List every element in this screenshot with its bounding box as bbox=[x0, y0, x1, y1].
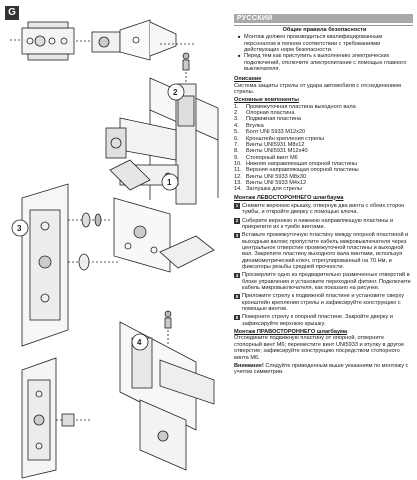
list-item: 5. Болт UNI 5933 M12x20 bbox=[234, 129, 306, 136]
step-item: 5 Приложите стрелу к подвижной пластине и установите сверху кронштейн крепления стрелы и зафиксируйте конструкцию с помощью винтов. bbox=[235, 293, 405, 313]
list-item: 14. Заглушка для стрелы bbox=[234, 186, 302, 193]
figure-number-1: 1 bbox=[167, 178, 172, 187]
figure-4-lower bbox=[120, 311, 214, 470]
instructions-column bbox=[234, 14, 413, 376]
attention-text: Следуйте приведенным выше указаниям по монтажу с учетом симметрии. bbox=[234, 362, 409, 376]
list-item: 8. Винты UNI5931 M12x40 bbox=[234, 148, 308, 155]
list-item: 11. Верхняя направляющая опорной пластины bbox=[234, 167, 359, 174]
figure-number-2: 2 bbox=[173, 88, 178, 97]
step-item: 1 Снимите верхнюю крышку, отвернув два винта с обеих сторон тумбы, и откройте дверку с помощью ключа. bbox=[235, 202, 405, 216]
description-heading: Описание bbox=[234, 76, 262, 83]
attention-label: Внимание! bbox=[234, 362, 264, 369]
safety-item: ■ Монтаж должен производиться квалифицированным персоналом в полном соответствии с требованиями действующих норм безопасности. bbox=[238, 34, 411, 53]
right-mount-heading: Монтаж ПРАВОСТОРОННЕГО шлагбаума bbox=[234, 329, 348, 336]
safety-title: Общие правила безопасности bbox=[282, 27, 367, 33]
list-item: 10. Нижняя направляющая опорной пластины bbox=[234, 160, 357, 167]
list-item: 13. Винты UNI 5933 M4x12 bbox=[234, 179, 307, 186]
list-item: 9. Стопорный винт M6 bbox=[234, 154, 298, 161]
components-heading: Основные компоненты bbox=[234, 97, 299, 104]
description-text: Система защиты стрелы от удара автомобиля с отсоединением стрелы. bbox=[234, 82, 401, 96]
figure-3-plate bbox=[12, 184, 214, 346]
list-item: 6. Кронштейн крепления стрелы bbox=[234, 135, 324, 142]
step-item: 2 Соберите верхнюю и нижнюю направляющую пластины и прикрепите их к тумбе винтами. bbox=[235, 217, 394, 230]
step-item: 6 Поверните стрелу к опорной пластине. Закройте дверку и зафиксируйте верхнюю крышку. bbox=[235, 314, 393, 327]
list-item: 2. Опорная пластина bbox=[234, 110, 295, 117]
list-item: 12. Винты UNI 5933 M8x30 bbox=[234, 173, 307, 180]
step-item: 3 Вставьте промежуточную пластину между опорной пластиной и выходным валом; пропустите кабель микровыключателя через центральное отверстие промежуточной пластины и выходной вал. Закрепите пластину выходного вала винтами, используя динамометрический ключ, отрегулированный на 70 Нм, и фиксаторы резьбы средней прочности. bbox=[235, 232, 409, 271]
language-header: РУССКИЙ bbox=[234, 14, 413, 23]
figure-2-column bbox=[106, 53, 218, 204]
list-item: 7. Винты UNI5931 M8x12 bbox=[234, 141, 305, 148]
figure-number-4: 4 bbox=[137, 338, 142, 347]
list-item: 3. Подвижная пластина bbox=[234, 116, 301, 123]
attention-note bbox=[234, 363, 413, 376]
figure-exploded-top bbox=[10, 20, 196, 60]
figure-plate-bottom bbox=[22, 358, 92, 478]
safety-item: ■ Перед тем как приступить к выполнению электрических подключений, отключите электропитание с помощью главного выключателя. bbox=[238, 53, 411, 72]
figure-number-3: 3 bbox=[17, 224, 22, 233]
list-item: 1. Промежуточная пластина выходного вала bbox=[234, 103, 356, 110]
components-list bbox=[234, 104, 413, 193]
list-item: 4. Втулка bbox=[234, 122, 264, 129]
right-mount-text: Отсоедините подвижную пластину от опорной, отверните стопорный винт M6; переместите винт UNI5933 и втулку в другое отверстие; зафиксируйте конструкцию посредством стопорного винта M6. bbox=[234, 335, 405, 361]
left-mount-heading: Монтаж ЛЕВОСТОРОННЕГО шлагбаума bbox=[234, 194, 344, 201]
section-tag: G bbox=[5, 6, 19, 20]
step-item: 4 Просверлите одно из предварительно размеченных отверстий в блоке управления и установите переходной фитинг. Подключите кабель микровыключателя, как показано на рисунке. bbox=[235, 272, 411, 292]
safety-box bbox=[234, 25, 413, 74]
